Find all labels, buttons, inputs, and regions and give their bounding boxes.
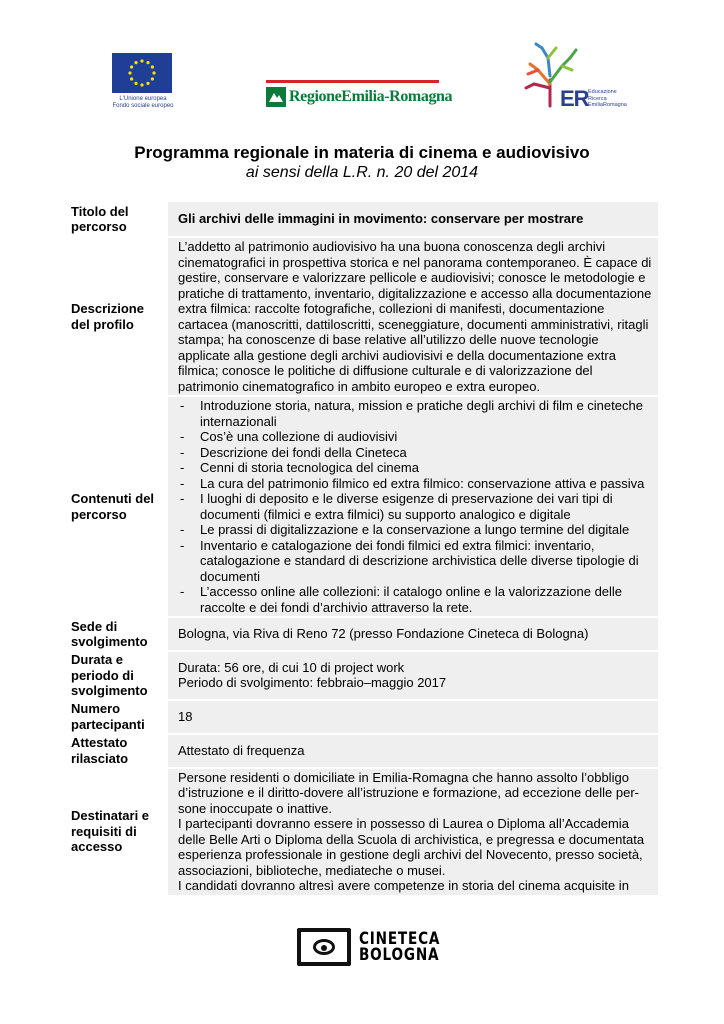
row-label-destinatari: Destinatari e requisiti di accesso [65, 769, 168, 895]
er-mark: ER [560, 86, 589, 111]
row-value-descrizione: L’addetto al patrimonio audiovisivo ha una buona conoscenza degli archivi cinematografici in prospettiva storica e nel panorama contemporaneo. È capace di gestire, conservare e valorizzare pellicole e audiovisivi; conosce le metodologie e pratiche di trattamento, inventario, digitalizzazione e accesso alla documentazione extra filmica: raccolte fotografiche, collezioni di manifesti, documentazione cartacea (manoscritti, dattiloscritti, sceneggiature, documenti amministrativi, ritagli stampa; ha conoscenze di base relative all’utilizzo delle nuove tecnologie applicate alla gestione degli archivi audiovisivi e della documentazione extra filmica; conosce le politiche di diffusione culturale e di valorizzazione del patrimonio cinematografico in ambito europeo e extra europeo. [168, 238, 658, 395]
table-row [65, 701, 658, 733]
regione-red-line [266, 80, 439, 83]
table-row [65, 652, 658, 699]
logo-header [0, 0, 724, 130]
regione-emblem-icon [266, 87, 286, 107]
list-item: - Descrizione dei fondi della Cineteca [178, 445, 652, 461]
row-label-numero: Numero partecipanti [65, 701, 168, 733]
row-value-destinatari [168, 769, 658, 895]
list-item: - Cenni di storia tecnologica del cinema [178, 460, 652, 476]
row-label-descrizione: Descrizione del profilo [65, 238, 168, 395]
row-label-attestato: Attestato rilasciato [65, 735, 168, 767]
row-label-contenuti: Contenuti del percorso [65, 397, 168, 616]
er-logo [520, 40, 632, 112]
list-item: - L’accesso online alle collezioni: il catalogo online e la valorizzazione delle raccolte e dei fondi d’archivio attraverso la rete. [178, 584, 652, 615]
table-row [65, 397, 658, 616]
eu-logo [112, 53, 174, 110]
er-sub-line2: Ricerca [588, 95, 607, 102]
table-row [65, 735, 658, 767]
er-sub-line1: Educazione [588, 89, 617, 95]
destinatari-paragraph: Persone residenti o domiciliate in Emilia-Romagna che hanno assolto l’obbligo d’istruzione e il diritto-dovere all’istruzione e formazione, ad eccezione delle per-sone inoccupate o inattive. [178, 769, 640, 816]
cineteca-logo [297, 928, 460, 966]
row-value-numero: 18 [168, 701, 658, 733]
regione-name: RegioneEmilia-Romagna [289, 88, 453, 105]
list-item: - La cura del patrimonio filmico ed extra filmico: conservazione attiva e passiva [178, 476, 652, 492]
cineteca-name-line2: BOLOGNA [359, 945, 440, 965]
table-row [65, 202, 658, 236]
contenuti-list [178, 398, 652, 615]
table-row [65, 618, 658, 650]
row-value-titolo: Gli archivi delle immagini in movimento: conservare per mostrare [168, 202, 658, 236]
list-item: - Le prassi di digitalizzazione e la conservazione a lungo termine del digitale [178, 522, 652, 538]
regione-logo [266, 80, 453, 108]
row-label-durata: Durata e periodo di svolgimento [65, 652, 168, 699]
list-item: - I luoghi di deposito e le diverse esigenze di preservazione dei vari tipi di documenti (filmici e extra filmici) su supporto analogico e digitale [178, 491, 652, 522]
competenze-paragraph: I candidati dovranno altresì avere competenze in storia del cinema acquisite in [178, 878, 629, 893]
document-subtitle: ai sensi della L.R. n. 20 del 2014 [245, 164, 479, 181]
row-value-durata [168, 652, 658, 699]
cineteca-name-line1: CINETECA [359, 929, 441, 949]
list-item: - Inventario e catalogazione dei fondi filmici ed extra filmici: inventario, catalogazione e standard di descrizione archivistica delle diverse tipologie di documenti [178, 538, 652, 585]
eu-caption-line2: Fondo sociale europeo [112, 103, 174, 109]
list-item: - Cos’è una collezione di audiovisivi [178, 429, 652, 445]
requisiti-paragraph: I partecipanti dovranno essere in possesso di Laurea o Diploma all’Accademia delle Belle Arti o Diploma della Scuola di archivistica, e pregressa e documentata esperienza professionale in gestione degli archivi del Novecento, presso società, associazioni, biblioteche, mediateche o musei. [178, 816, 645, 878]
row-label-sede: Sede di svolgimento [65, 618, 168, 650]
cineteca-eye-icon [297, 928, 351, 966]
row-value-contenuti [168, 397, 658, 616]
list-item: - Introduzione storia, natura, mission e pratiche degli archivi di film e cineteche internazionali [178, 398, 652, 429]
document-title: Programma regionale in materia di cinema e audiovisivo [134, 143, 590, 162]
table-row [65, 238, 658, 395]
eu-caption-line1: L'Unione europea [119, 96, 167, 102]
eu-flag-icon [112, 53, 172, 93]
table-row [65, 769, 658, 895]
row-value-sede: Bologna, via Riva di Reno 72 (presso Fondazione Cineteca di Bologna) [168, 618, 658, 650]
er-sub-line3: EmiliaRomagna [588, 102, 627, 108]
row-value-attestato: Attestato di frequenza [168, 735, 658, 767]
row-label-titolo: Titolo del percorso [65, 202, 168, 236]
document-heading [0, 143, 724, 183]
program-table [65, 200, 658, 897]
durata-line: Durata: 56 ore, di cui 10 di project work [178, 659, 405, 675]
periodo-line: Periodo di svolgimento: febbraio–maggio 2017 [178, 675, 447, 691]
